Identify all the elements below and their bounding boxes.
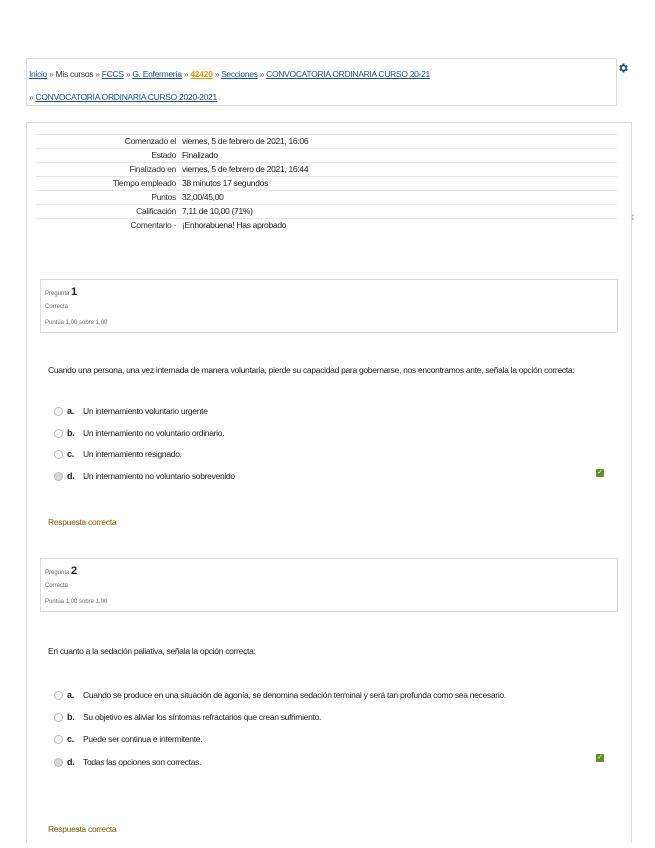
option-letter: d. [67,757,75,767]
option-text: Un internamiento resignado. [83,449,182,459]
radio-button[interactable] [54,450,63,459]
answer-option[interactable] [54,712,321,722]
question-text: En cuanto a la sedación paliativa, señala la opción correcta: [48,646,256,656]
answer-option[interactable] [54,428,224,438]
question-points: Puntúa 1,00 sobre 1,00 [45,320,108,326]
question-points: Puntúa 1,00 sobre 1,00 [45,599,108,605]
radio-button[interactable] [54,691,63,700]
breadcrumb-secciones[interactable]: Secciones [221,69,258,79]
option-letter: a. [67,690,74,700]
breadcrumb-separator: » [49,69,54,79]
question-number [45,565,77,577]
option-letter: b. [67,428,75,438]
breadcrumb-separator: » [259,69,265,79]
summary-row [36,191,617,205]
answer-option-selected[interactable] [54,757,201,767]
radio-button-selected[interactable] [54,472,63,481]
question-info-1 [40,279,618,333]
summary-label: Estado [36,149,179,163]
summary-value: viernes, 5 de febrero de 2021, 16:44 [179,163,617,177]
summary-label: Finalizado en [36,163,179,177]
breadcrumb-mis-cursos: Mis cursos [55,69,94,79]
summary-label: Calificación [36,205,179,219]
summary-value: viernes, 5 de febrero de 2021, 16:06 [179,135,617,149]
question-number-value: 2 [71,565,78,577]
radio-button[interactable] [54,713,63,722]
answer-option-selected[interactable] [54,471,235,481]
summary-value: 32,00/45,00 [179,191,617,205]
radio-button[interactable] [54,429,63,438]
option-letter: d. [67,471,75,481]
option-text: Todas las opciones son correctas. [83,757,202,767]
radio-button-selected[interactable] [54,758,63,767]
answer-option[interactable] [54,734,202,744]
question-label: Pregunta [45,291,70,297]
summary-value: 7,11 de 10,00 (71%) [179,205,617,219]
summary-row [36,163,617,177]
answer-option[interactable] [54,406,208,416]
summary-row [36,205,617,219]
chevron-left-icon[interactable]: ‹ [630,208,635,224]
option-letter: c. [67,734,74,744]
option-text: Un internamiento no voluntario sobrevenido [83,471,235,481]
summary-label: Tiempo empleado [36,177,179,191]
question-info-2 [40,558,618,612]
question-state: Correcta [45,583,69,589]
breadcrumb-separator: » [214,69,219,79]
summary-row [36,149,617,163]
answer-option[interactable] [54,690,506,700]
option-text: Un internamiento no voluntario ordinario. [83,428,225,438]
option-letter: b. [67,712,75,722]
option-text: Un internamiento voluntario urgente [83,406,208,416]
question-number-value: 1 [71,286,78,298]
breadcrumb-inicio[interactable]: Inicio [29,69,48,79]
gear-icon[interactable] [617,62,629,74]
summary-label: Puntos [36,191,179,205]
check-icon: ✓ [597,754,603,761]
option-letter: a. [67,406,74,416]
attempt-summary-table [36,134,617,232]
breadcrumb [26,58,617,106]
breadcrumb-separator: » [183,69,189,79]
question-state: Correcta [45,304,69,310]
breadcrumb-separator: » [95,69,100,79]
summary-value: ¡Enhorabuena! Has aprobado [179,219,617,233]
summary-label: Comentario - [36,219,179,233]
breadcrumb-convocatoria-20-21[interactable]: CONVOCATORIA ORDINARIA CURSO 20-21 [266,69,430,79]
breadcrumb-convocatoria-2020-2021[interactable]: CONVOCATORIA ORDINARIA CURSO 2020-2021 [35,92,217,102]
summary-row [36,219,617,233]
radio-button[interactable] [54,735,63,744]
breadcrumb-separator: » [125,69,131,79]
breadcrumb-line-1 [29,69,430,79]
option-text: Su objetivo es aliviar los síntomas refractarios que crean sufrimiento. [83,712,322,722]
breadcrumb-course-42420[interactable]: 42420 [190,69,213,79]
summary-label: Comenzado el [36,135,179,149]
feedback-text: Respuesta correcta [48,824,117,834]
breadcrumb-line-2 [29,92,217,102]
breadcrumb-g-enfermeria[interactable]: G. Enfermería [132,69,182,79]
question-text: Cuando una persona, una vez internada de manera voluntaria, pierde su capacidad para gobernarse, nos encontramos ante, señala la opción correcta: [48,365,575,375]
radio-button[interactable] [54,407,63,416]
option-letter: c. [67,449,74,459]
question-label: Pregunta [45,570,70,576]
question-number [45,286,77,298]
answer-option[interactable] [54,449,182,459]
summary-value: Finalizado [179,149,617,163]
breadcrumb-fccs[interactable]: FCCS [101,69,124,79]
option-text: Puede ser continua e intermitente. [83,734,203,744]
feedback-text: Respuesta correcta [48,517,117,527]
check-icon: ✓ [597,469,603,476]
summary-row [36,177,617,191]
summary-value: 38 minutos 17 segundos [179,177,617,191]
summary-row [36,135,617,149]
option-text: Cuando se produce en una situación de agonía, se denomina sedación terminal y será tan profunda como sea necesario. [83,690,506,700]
breadcrumb-separator: » [29,92,34,102]
